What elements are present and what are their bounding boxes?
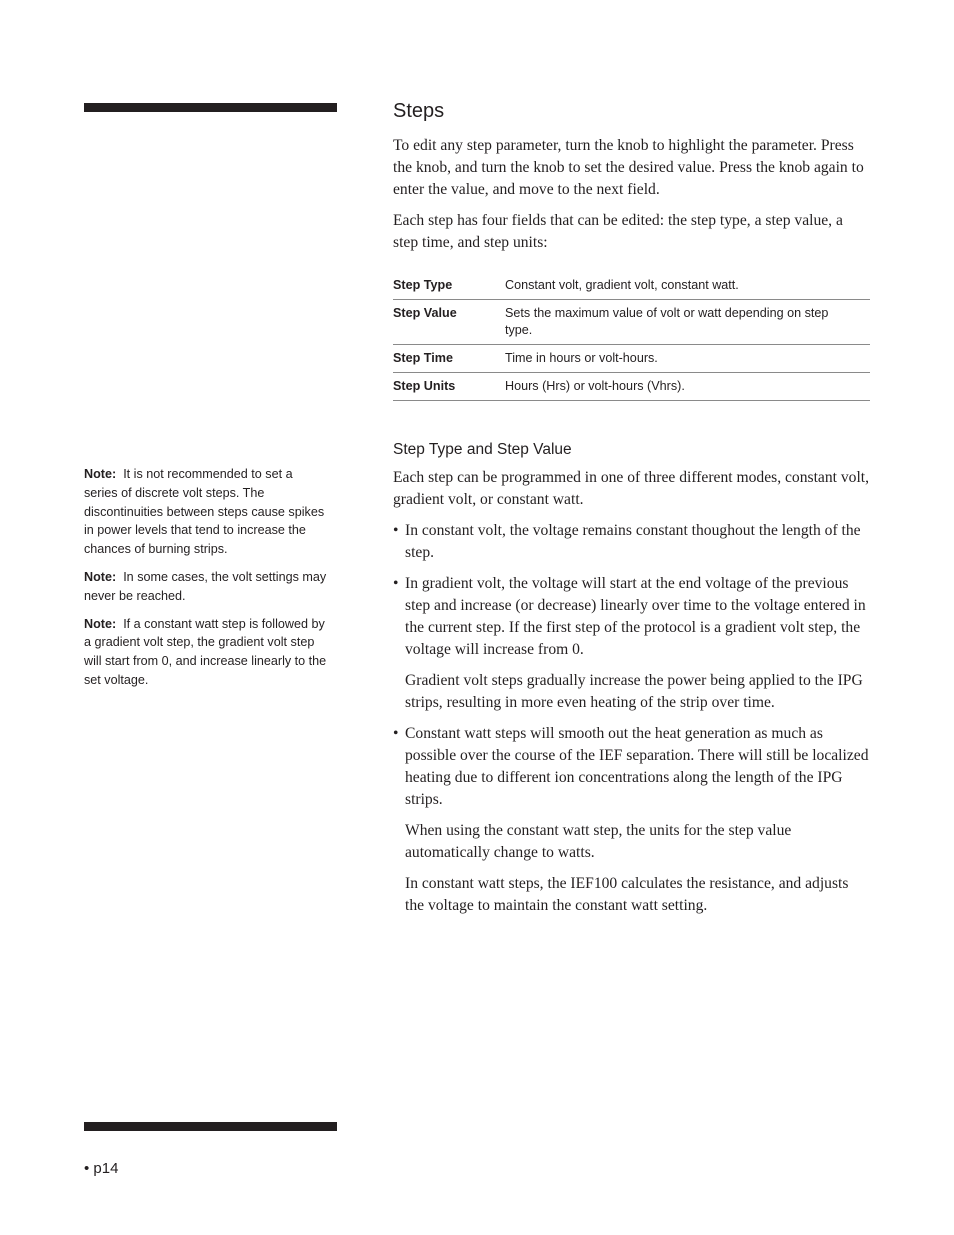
field-term: Step Type [393, 272, 505, 300]
note-label: Note: [84, 569, 117, 584]
field-definition: Sets the maximum value of volt or watt depending on step type. [505, 300, 870, 345]
field-term: Step Value [393, 300, 505, 345]
bullet-followup: Gradient volt steps gradually increase the power being applied to the IPG strips, resulting in more even heating of the strip over time. [405, 672, 863, 711]
table-row [393, 373, 870, 401]
table-row [393, 300, 870, 345]
field-definition: Hours (Hrs) or volt-hours (Vhrs). [505, 373, 870, 401]
note-label: Note: [84, 616, 117, 631]
bullet-dot: • [393, 575, 399, 592]
intro-paragraph: To edit any step parameter, turn the knob to highlight the parameter. Press the knob, and turn the knob to set the desired value. Press the knob again to enter the value, and move to the next field. [393, 137, 864, 198]
bullet-item [393, 573, 870, 661]
bullet-item [393, 723, 870, 811]
bullet-dot: • [393, 725, 399, 742]
notes-sidebar [84, 465, 329, 699]
section-heading: Steps [393, 100, 445, 122]
note-text: It is not recommended to set a series of discrete volt steps. The discontinuities between steps cause spikes in power levels that tend to increase the chances of burning strips. [84, 467, 325, 557]
field-term: Step Units [393, 373, 505, 401]
bullet-dot: • [393, 522, 399, 539]
field-definition: Constant volt, gradient volt, constant watt. [505, 272, 870, 300]
intro-paragraph: Each step has four fields that can be edited: the step type, a step value, a step time, and step units: [393, 212, 843, 251]
note-3 [84, 615, 329, 690]
bullet-text: Constant watt steps will smooth out the heat generation as much as possible over the course of the IEF separation. There will still be localized heating due to different ion concentrations along the length of the IPG strips. [405, 725, 869, 808]
field-term: Step Time [393, 345, 505, 373]
note-text: If a constant watt step is followed by a gradient volt step, the gradient volt step will start from 0, and increase linearly to the set voltage. [84, 616, 327, 687]
bullet-item [393, 520, 870, 564]
note-text: In some cases, the volt settings may never be reached. [84, 569, 327, 603]
subsection-intro: Each step can be programmed in one of three different modes, constant volt, gradient volt, or constant watt. [393, 469, 870, 508]
bullet-text: In gradient volt, the voltage will start at the end voltage of the previous step and increase (or decrease) linearly over time to the voltage entered in the current step. If the first step of the protocol is a gradient volt step, the voltage will increase from 0. [405, 575, 866, 658]
page-number: • p14 [84, 1160, 119, 1177]
field-definition: Time in hours or volt-hours. [505, 345, 870, 373]
note-label: Note: [84, 467, 117, 481]
bullet-followup: When using the constant watt step, the units for the step value automatically change to watts. [405, 822, 792, 861]
table-row [393, 272, 870, 300]
table-row [393, 345, 870, 373]
note-2 [84, 568, 329, 606]
bullet-text: In constant volt, the voltage remains constant thoughout the length of the step. [405, 522, 861, 561]
step-fields-table [393, 272, 870, 401]
bottom-rule [84, 1122, 337, 1131]
top-rule [84, 103, 337, 112]
main-content [393, 100, 870, 926]
note-1 [84, 465, 329, 559]
bullet-followup: In constant watt steps, the IEF100 calculates the resistance, and adjusts the voltage to maintain the constant watt setting. [405, 875, 849, 914]
subsection-heading: Step Type and Step Value [393, 441, 572, 458]
